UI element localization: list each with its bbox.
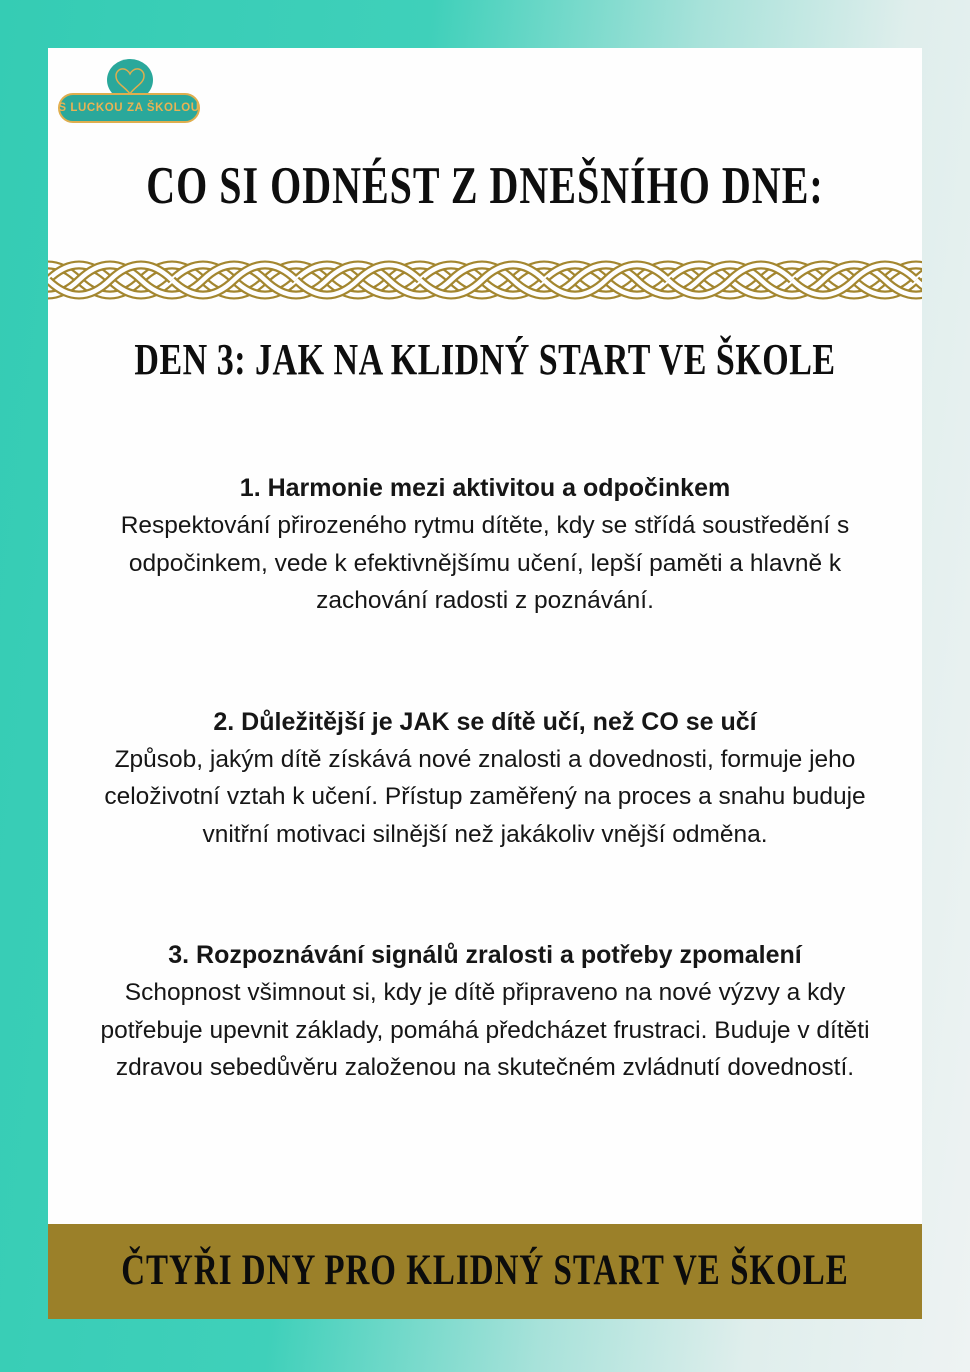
braid-divider — [48, 252, 922, 308]
poster-content — [48, 48, 922, 1319]
takeaway-item-2 — [85, 704, 885, 854]
takeaway-item-1 — [85, 470, 885, 620]
logo-pill — [58, 93, 200, 123]
takeaway-body: Schopnost všimnout si, kdy je dítě připraveno na nové výzvy a kdy potřebuje upevnit základy, pomáhá předcházet frustraci. Buduje v dítěti zdravou sebedůvěru založenou na skutečném zvládnutí dovedností. — [100, 979, 870, 1081]
takeaway-heading: 3. Rozpoznávání signálů zralosti a potřeby zpomalení — [168, 941, 802, 969]
heart-icon-svg — [115, 68, 145, 96]
takeaway-heading: 2. Důležitější je JAK se dítě učí, než CO se učí — [213, 707, 757, 736]
takeaway-body: Respektování přirozeného rytmu dítěte, kdy se střídá soustředění s odpočinkem, vede k efektivnějšímu učení, lepší paměti a hlavně k zachování radosti z poznávání. — [120, 512, 850, 614]
takeaway-list — [48, 470, 922, 1087]
day-subtitle: DEN 3: JAK NA KLIDNÝ START VE ŠKOLE — [134, 335, 836, 385]
logo — [58, 59, 208, 123]
footer-banner — [48, 1224, 922, 1319]
takeaway-heading: 1. Harmonie mezi aktivitou a odpočinkem — [239, 474, 731, 502]
page-title: CO SI ODNÉST Z DNEŠNÍHO DNE: — [146, 155, 824, 216]
logo-text: S LUCKOU ZA ŠKOLOU — [58, 102, 200, 114]
takeaway-item-3 — [85, 937, 885, 1087]
takeaway-body: Způsob, jakým dítě získává nové znalosti a dovednosti, formuje jeho celoživotní vztah k učení. Přístup zaměřený na proces a snahu buduje vnitřní motivaci silnější než jakákoliv vnější odměna. — [104, 745, 866, 848]
footer-banner-text: ČTYŘI DNY PRO KLIDNÝ START VE ŠKOLE — [121, 1247, 849, 1295]
